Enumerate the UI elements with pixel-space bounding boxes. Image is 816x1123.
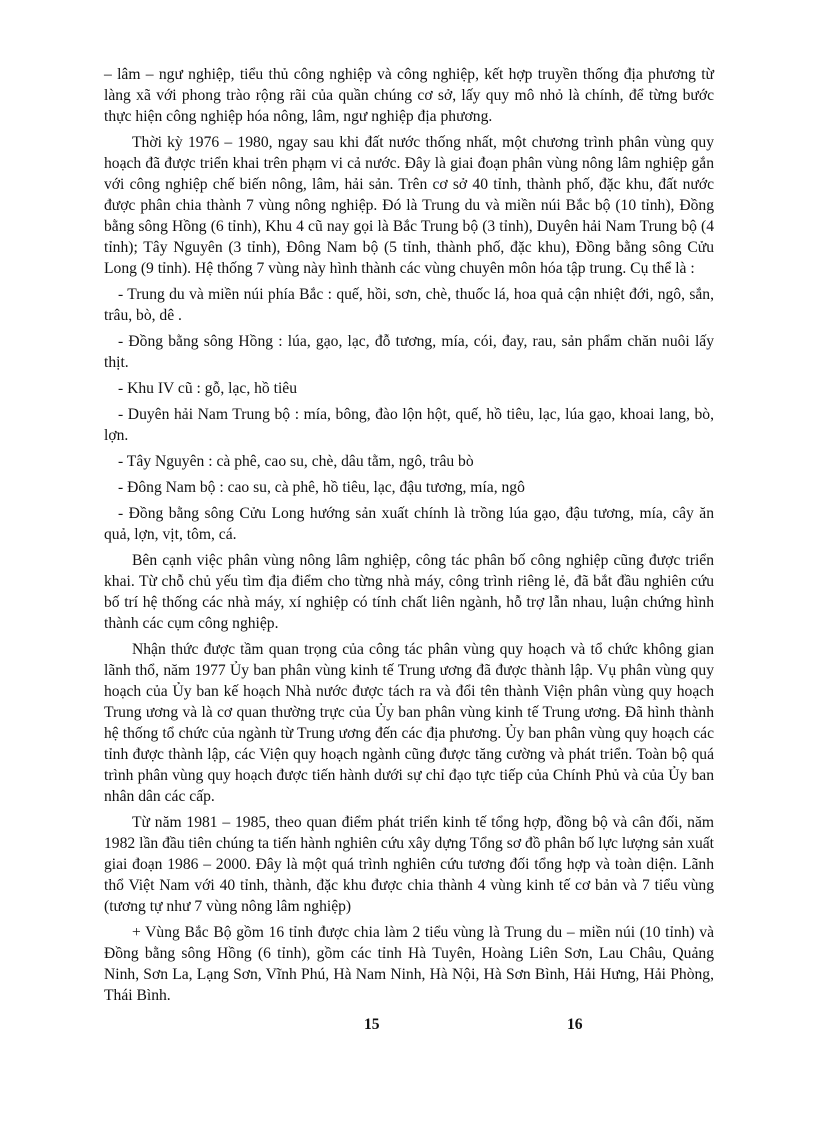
list-item-mekong-delta: - Đồng bằng sông Cửu Long hướng sản xuất chính là trồng lúa gạo, đậu tương, mía, cây ăn quả, lợn, vịt, tôm, cá.	[104, 505, 714, 543]
paragraph-period-1976-1980: Thời kỳ 1976 – 1980, ngay sau khi đất nước thống nhất, một chương trình phân vùng quy hoạch đã được triển khai trên phạm vi cả nước. Đây là giai đoạn phân vùng nông lâm nghiệp gắn với công nghiệp chế biến nông, lâm, hải sản. Trên cơ sở 40 tỉnh, thành phố, đặc khu, đất nước được phân chia thành 7 vùng nông nghiệp. Đó là Trung du và miền núi Bắc bộ (10 tỉnh), Đồng bằng sông Hồng (6 tỉnh), Khu 4 cũ nay gọi là Bắc Trung bộ (3 tỉnh), Duyên hải Nam Trung bộ (4 tỉnh); Tây Nguyên (3 tỉnh), Đông Nam bộ (5 tỉnh, thành phố, đặc khu), Đồng bằng sông Cửu Long (9 tỉnh). Hệ thống 7 vùng này hình thành các vùng chuyên môn hóa tập trung. Cụ thể là :	[104, 134, 714, 277]
paragraph-intro-continuation: – lâm – ngư nghiệp, tiểu thủ công nghiệp và công nghiệp, kết hợp truyền thống địa phương từ làng xã với phong trào rộng rãi của quần chúng cơ sở, lấy quy mô nhỏ là chính, để từng bước thực hiện công nghiệp hóa nông, lâm, ngư nghiệp địa phương.	[104, 66, 714, 125]
page-number-footer	[0, 1014, 816, 1036]
page-number-right: 16	[567, 1016, 583, 1033]
paragraph-planning-committee: Nhận thức được tầm quan trọng của công tác phân vùng quy hoạch và tổ chức không gian lãnh thổ, năm 1977 Ủy ban phân vùng kinh tế Trung ương đã được thành lập. Vụ phân vùng quy hoạch của Ủy ban kế hoạch Nhà nước được tách ra và đổi tên thành Viện phân vùng quy hoạch Trung ương và là cơ quan thường trực của Ủy ban phân vùng kinh tế Trung ương. Đã hình thành hệ thống tổ chức của ngành từ Trung ương đến các địa phương. Ủy ban phân vùng quy hoạch các tỉnh được thành lập, các Viện quy hoạch ngành cũng được tăng cường và phát triển. Toàn bộ quá trình phân vùng quy hoạch được tiến hành dưới sự chỉ đạo tực tiếp của Chính Phủ và của Ủy ban nhân dân các cấp.	[104, 641, 714, 805]
list-item-red-river-delta: - Đồng bằng sông Hồng : lúa, gạo, lạc, đỗ tương, mía, cói, đay, rau, sản phẩm chăn nuôi lấy thịt.	[104, 333, 714, 371]
paragraph-industrial-distribution: Bên cạnh việc phân vùng nông lâm nghiệp, công tác phân bố công nghiệp cũng được triển khai. Từ chỗ chủ yếu tìm địa điểm cho từng nhà máy, công trình riêng lẻ, đã bắt đầu nghiên cứu bố trí hệ thống các nhà máy, xí nghiệp có tính chất liên ngành, hỗ trợ lẫn nhau, luận chứng hình thành các cụm công nghiệp.	[104, 552, 714, 632]
body-text	[104, 64, 714, 1011]
list-item-northern-midlands: - Trung du và miền núi phía Bắc : quế, hồi, sơn, chè, thuốc lá, hoa quả cận nhiệt đới, ngô, sắn, trâu, bò, dê .	[104, 286, 714, 324]
paragraph-period-1981-1985: Từ năm 1981 – 1985, theo quan điểm phát triển kinh tế tổng hợp, đồng bộ và cân đối, năm 1982 lần đầu tiên chúng ta tiến hành nghiên cứu xây dựng Tổng sơ đồ phân bố lực lượng sản xuất giai đoạn 1986 – 2000. Đây là một quá trình nghiên cứu tương đối tổng hợp và toàn diện. Lãnh thổ Việt Nam với 40 tỉnh, thành, đặc khu được chia thành 4 vùng kinh tế cơ bản và 7 tiểu vùng (tương tự như 7 vùng nông lâm nghiệp)	[104, 814, 714, 915]
list-item-central-highlands: - Tây Nguyên : cà phê, cao su, chè, dâu tằm, ngô, trâu bò	[118, 453, 474, 470]
page-number-left: 15	[364, 1016, 380, 1033]
list-item-southeast: - Đông Nam bộ : cao su, cà phê, hồ tiêu, lạc, đậu tương, mía, ngô	[118, 479, 525, 496]
list-item-south-central-coast: - Duyên hải Nam Trung bộ : mía, bông, đào lộn hột, quế, hồ tiêu, lạc, lúa gạo, khoai lang, bò, lợn.	[104, 406, 714, 444]
paragraph-northern-region: + Vùng Bắc Bộ gồm 16 tỉnh được chia làm 2 tiểu vùng là Trung du – miền núi (10 tỉnh) và Đồng bằng sông Hồng (6 tỉnh), gồm các tỉnh Hà Tuyên, Hoàng Liên Sơn, Lau Châu, Quảng Ninh, Sơn La, Lạng Sơn, Vĩnh Phú, Hà Nam Ninh, Hà Nội, Hà Sơn Bình, Hải Hưng, Hải Phòng, Thái Bình.	[104, 924, 714, 1004]
list-item-old-zone-iv: - Khu IV cũ : gỗ, lạc, hồ tiêu	[118, 380, 298, 397]
